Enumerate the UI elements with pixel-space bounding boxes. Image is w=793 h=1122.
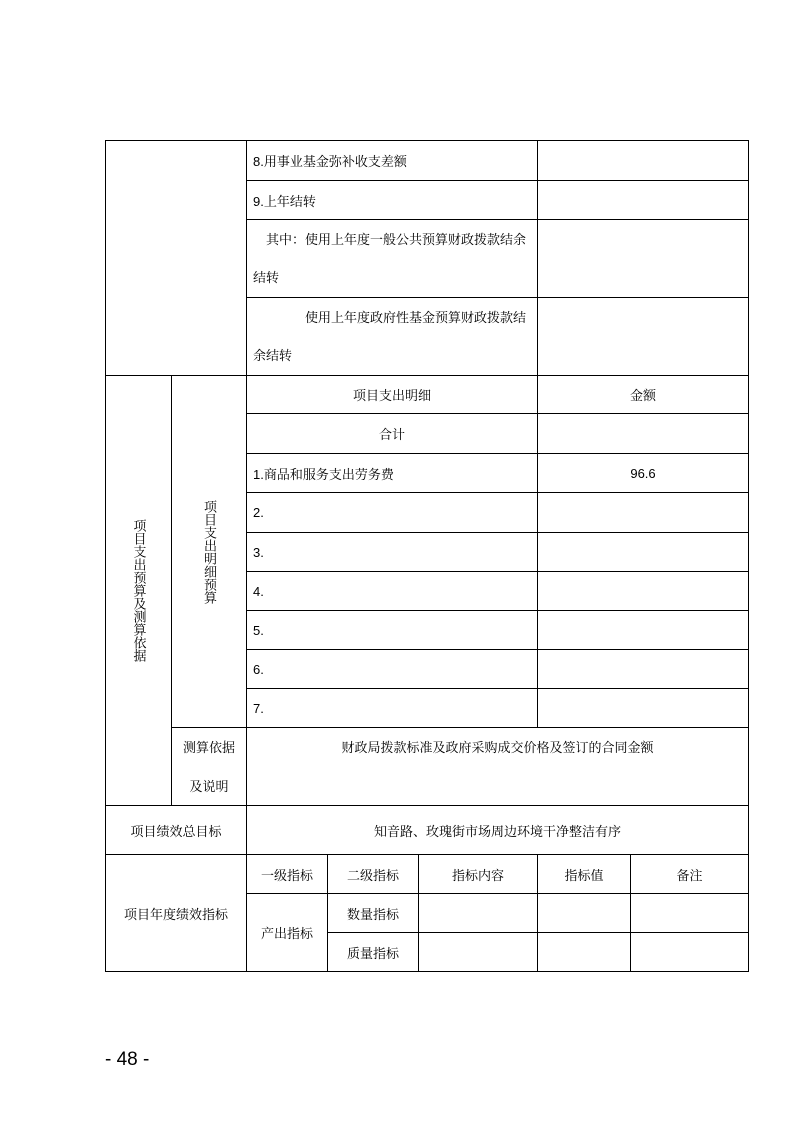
expenditure-section-label <box>105 375 172 806</box>
amount-text: 96.6 <box>630 465 656 481</box>
funding-row-label <box>246 219 538 298</box>
goal-text: 知音路、玫瑰街市场周边环境干净整洁有序 <box>373 823 621 839</box>
indicator-value <box>537 932 631 972</box>
funding-row-label <box>246 180 538 220</box>
expenditure-item-amount <box>537 649 749 689</box>
basis-text: 财政局拨款标准及政府采购成交价格及签订的合同金额 <box>341 740 654 755</box>
funding-row-text-line1: 其中：使用上年度一般公共预算财政拨款结余 <box>266 232 527 247</box>
expenditure-item-amount <box>537 571 749 611</box>
item-text: 5. <box>253 622 264 638</box>
header-text: 一级指标 <box>260 867 313 883</box>
expenditure-item-name <box>246 610 538 650</box>
expenditure-item-name <box>246 571 538 611</box>
expenditure-item-name <box>246 532 538 572</box>
item-text: 1.商品和服务支出劳务费 <box>253 466 394 482</box>
item-text: 4. <box>253 583 264 599</box>
header-text: 二级指标 <box>346 867 399 883</box>
expenditure-total-amount <box>537 413 749 454</box>
funding-row-text: 9.上年结转 <box>253 193 316 209</box>
indicator-remark <box>630 893 749 933</box>
goal-label-text: 项目绩效总目标 <box>130 823 222 839</box>
expenditure-detail-label <box>171 375 247 728</box>
funding-row-value <box>537 180 749 220</box>
funding-row-label <box>246 140 538 181</box>
expenditure-item-amount <box>537 492 749 533</box>
level2-text: 质量指标 <box>346 945 399 961</box>
funding-row-label <box>246 297 538 376</box>
expenditure-item-amount <box>537 532 749 572</box>
indicator-level2 <box>327 893 419 933</box>
expenditure-section-text: 项目支出预算及测算依据 <box>131 519 147 662</box>
header-text: 指标内容 <box>451 867 504 883</box>
annual-indicators-label <box>105 854 247 972</box>
funding-merged-label-cell <box>105 140 247 376</box>
page-number: - 48 - <box>105 1049 150 1070</box>
item-text: 7. <box>253 700 264 716</box>
overall-goal-label <box>105 805 247 855</box>
indicator-content <box>418 932 538 972</box>
expenditure-total-label <box>246 413 538 454</box>
expenditure-item-name <box>246 453 538 493</box>
expenditure-header-amount <box>537 375 749 414</box>
budget-table <box>105 140 749 972</box>
expenditure-item-amount <box>537 453 749 493</box>
funding-row-value <box>537 219 749 298</box>
expenditure-item-name <box>246 492 538 533</box>
basis-label-line1: 测算依据 <box>182 740 235 755</box>
total-text: 合计 <box>378 427 405 442</box>
header-text: 金额 <box>629 388 656 403</box>
indicator-header-content <box>418 854 538 894</box>
expenditure-detail-text: 项目支出明细预算 <box>202 499 217 604</box>
funding-row-text-line2: 余结转 <box>253 348 293 363</box>
indicator-header-remark <box>630 854 749 894</box>
basis-label-line2: 及说明 <box>189 779 229 794</box>
indicator-level1-output <box>246 893 328 972</box>
funding-row-value <box>537 297 749 376</box>
funding-row-text-line2: 结转 <box>253 270 280 285</box>
expenditure-header-item <box>246 375 538 414</box>
expenditure-item-name <box>246 649 538 689</box>
indicator-value <box>537 893 631 933</box>
annual-label-text: 项目年度绩效指标 <box>123 906 228 922</box>
expenditure-item-amount <box>537 688 749 728</box>
header-text: 项目支出明细 <box>352 388 431 403</box>
item-text: 2. <box>253 505 264 520</box>
level1-text: 产出指标 <box>260 926 313 941</box>
indicator-header-level1 <box>246 854 328 894</box>
calculation-basis-label <box>171 727 247 806</box>
calculation-basis-text <box>246 727 749 806</box>
level2-text: 数量指标 <box>346 906 399 922</box>
funding-row-text: 8.用事业基金弥补收支差额 <box>253 154 407 169</box>
funding-row-text-line1: 使用上年度政府性基金预算财政拨款结 <box>305 310 527 325</box>
expenditure-item-name <box>246 688 538 728</box>
item-text: 3. <box>253 544 264 560</box>
indicator-remark <box>630 932 749 972</box>
expenditure-item-amount <box>537 610 749 650</box>
overall-goal-text <box>246 805 749 855</box>
funding-row-value <box>537 140 749 181</box>
indicator-header-level2 <box>327 854 419 894</box>
header-text: 备注 <box>676 867 703 883</box>
header-text: 指标值 <box>564 867 604 883</box>
indicator-header-value <box>537 854 631 894</box>
indicator-level2 <box>327 932 419 972</box>
item-text: 6. <box>253 661 264 677</box>
indicator-content <box>418 893 538 933</box>
